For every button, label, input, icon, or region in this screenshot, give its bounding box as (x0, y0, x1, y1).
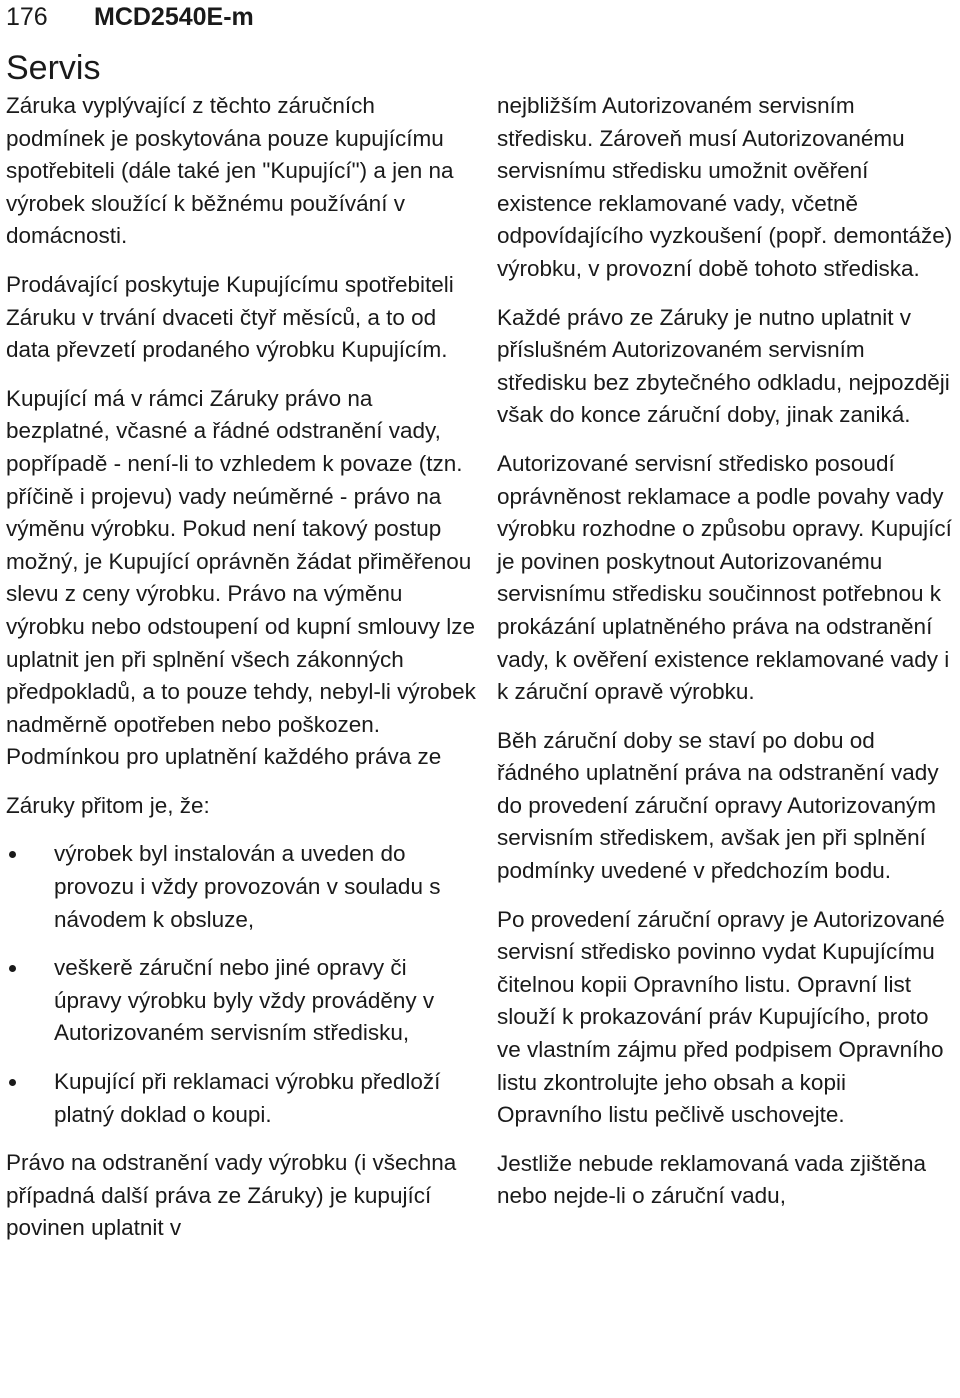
paragraph-warranty-scope: Záruka vyplývající z těchto záručních podmínek je poskytována pouze kupujícímu spotřebiteli (dále také jen "Kupující") a jen na výrobek sloužící k běžnému používání v domácnosti. (6, 93, 454, 249)
paragraph-warranty-duration: Prodávající poskytuje Kupujícímu spotřebiteli Záruku v trvání dvaceti čtyř měsíců, a to od data převzetí prodaného výrobku Kupujícím. (6, 271, 454, 363)
paragraph-service-center: nejbližším Autorizovaném servisním středisku. Zároveň musí Autorizovanému servisnímu středisku umožnit ověření existence reklamované vady, včetně odpovídajícího vyzkoušení (popř. demontáže) výrobku, v provozní době tohoto střediska. (497, 93, 953, 281)
right-column (497, 90, 957, 1213)
list-item: Kupující při reklamaci výrobku předloží platný doklad o koupi. (6, 1066, 476, 1131)
paragraph-claim-deadline: Každé právo ze Záruky je nutno uplatnit v příslušném Autorizovaném servisním středisku bez zbytečného odkladu, nejpozději však do konce záruční doby, jinak zaniká. (497, 304, 950, 428)
section-title: Servis (6, 49, 101, 87)
paragraph-buyer-rights: Kupující má v rámci Záruky právo na bezplatné, včasné a řádné odstranění vady, popřípadě - není-li to vzhledem k povaze (tzn. příčině i projevu) vady neúměrné - právo na výměnu výrobku. Pokud není takový postup možný, je Kupující oprávněn žádat přiměřenou slevu z ceny výrobku. Právo na výměnu výrobku nebo odstoupení od kupní smlouvy lze uplatnit jen při splnění všech zákonných předpokladů, a to pouze tehdy, nebyl-li výrobek nadměrně opotřeben nebo poškozen. Podmínkou pro uplatnění každého práva ze (6, 385, 476, 770)
conditions-list (6, 838, 476, 1131)
paragraph-conditions-intro: Záruky přitom je, že: (6, 792, 210, 818)
page-number: 176 (6, 3, 48, 31)
paragraph-repair-sheet: Po provedení záruční opravy je Autorizované servisní středisko povinno vydat Kupujícímu čitelnou kopii Opravního listu. Opravní list slouží k prokazování práv Kupujícího, proto ve vlastním zájmu před podpisem Opravního listu zkontrolujte jeho obsah a kopii Opravního listu pečlivě uschovejte. (497, 906, 945, 1128)
list-item: veškerě záruční nebo jiné opravy či úpravy výrobku byly vždy prováděny v Autorizovaném servisním středisku, (6, 952, 476, 1050)
paragraph-claim-assessment: Autorizované servisní středisko posoudí oprávněnost reklamace a podle povahy vady výrobku rozhodne o způsobu opravy. Kupující je povinen poskytnout Autorizovanému servisnímu středisku součinnost potřebnou k prokázání uplatněného práva na odstranění vady, k ověření existence reklamované vady i k záruční opravě výrobku. (497, 450, 952, 705)
model-name: MCD2540E-m (94, 3, 254, 31)
list-item: výrobek byl instalován a uveden do provozu i vždy provozován v souladu s návodem k obsluze, (6, 838, 476, 936)
paragraph-unfounded-claim: Jestliže nebude reklamovaná vada zjištěna nebo nejde-li o záruční vadu, (497, 1150, 927, 1209)
left-column (6, 90, 476, 1245)
page-header (6, 0, 254, 36)
paragraph-warranty-suspension: Běh záruční doby se staví po dobu od řádného uplatnění práva na odstranění vady do provedení záruční opravy Autorizovaným servisním střediskem, avšak jen při splnění podmínky uvedené v předchozím bodu. (497, 727, 939, 884)
paragraph-claim-location: Právo na odstranění vady výrobku (i všechna případná další práva ze Záruky) je kupující povinen uplatnit v (6, 1150, 457, 1241)
